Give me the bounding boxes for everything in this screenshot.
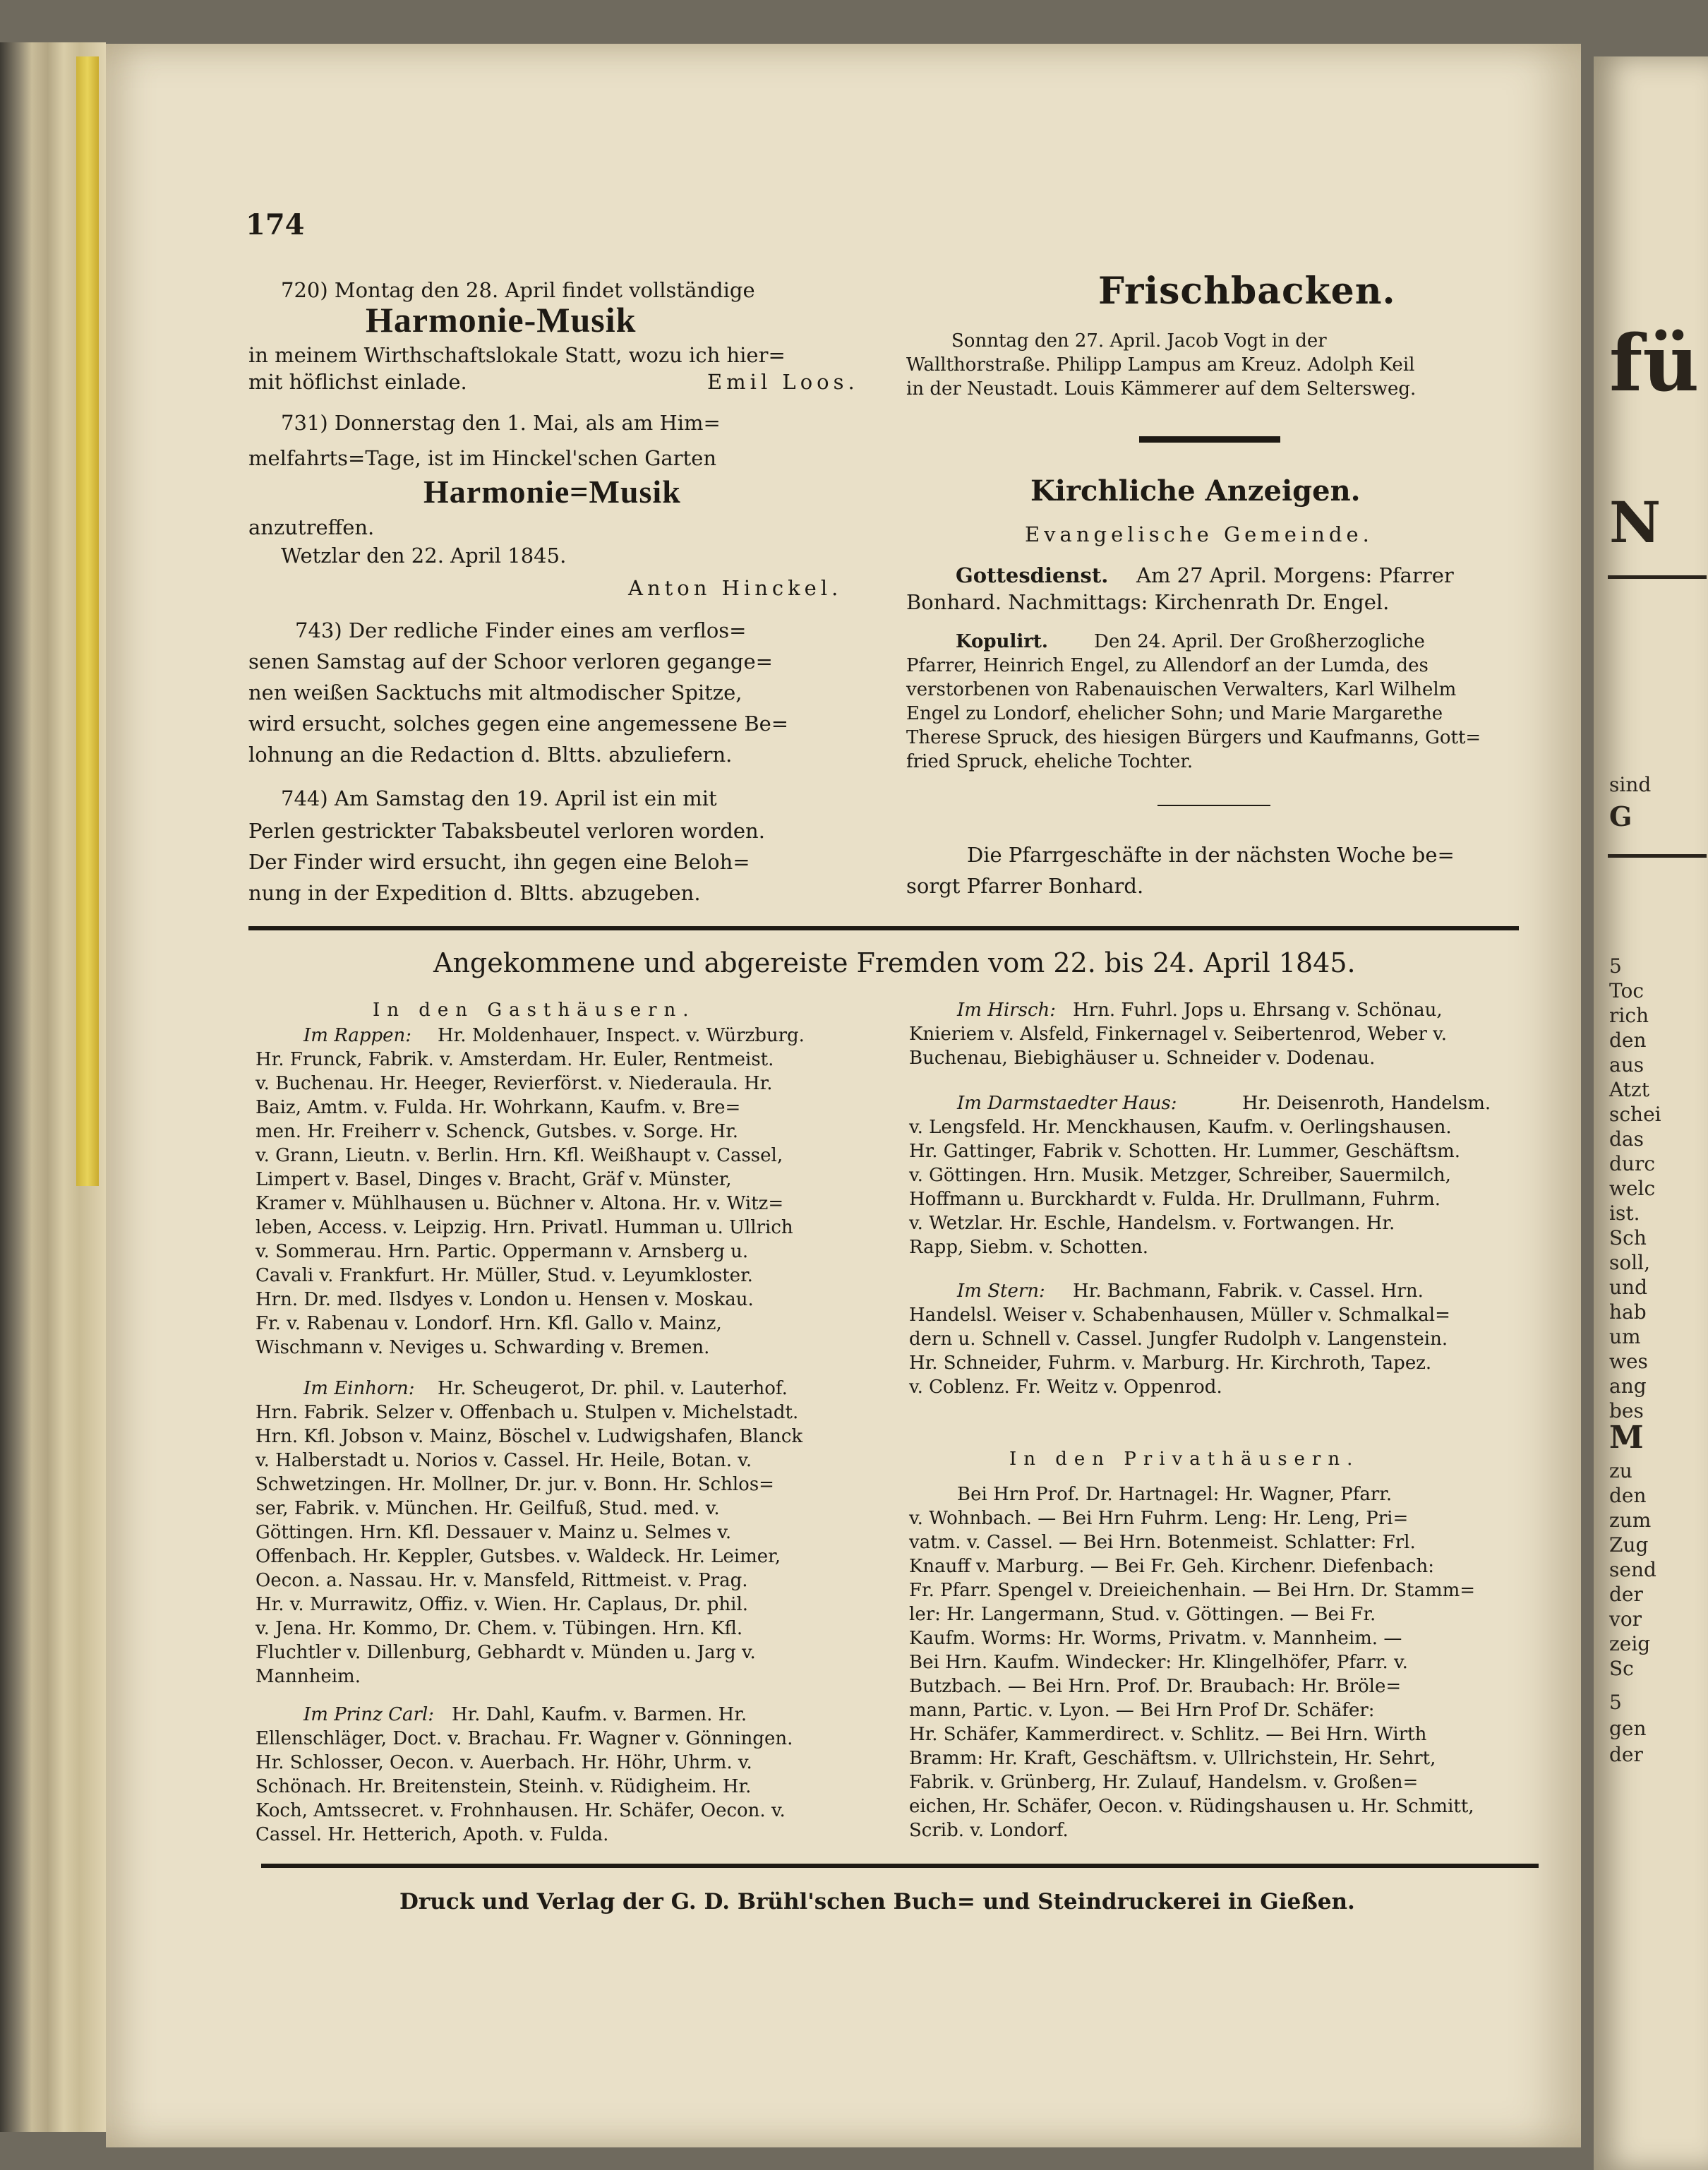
section-divider xyxy=(1157,805,1270,806)
next-page-fragment: Sc xyxy=(1609,1657,1634,1680)
next-page-fragment: Zug xyxy=(1609,1533,1649,1557)
rappen-line: Hr. Frunck, Fabrik. v. Amsterdam. Hr. Euler, Rentmeist. xyxy=(255,1049,774,1070)
ad-744-line: Perlen gestrickter Tabaksbeutel verloren worden. xyxy=(248,819,765,843)
rappen-line: leben, Access. v. Leipzig. Hrn. Privatl. Humman u. Ullrich xyxy=(255,1217,793,1238)
einhorn-line: Offenbach. Hr. Keppler, Gutsbes. v. Waldeck. Hr. Leimer, xyxy=(255,1546,781,1567)
next-page-fragment: zu xyxy=(1609,1459,1632,1482)
darmstaedter-line: Hr. Gattinger, Fabrik v. Schotten. Hr. Lummer, Geschäftsm. xyxy=(909,1141,1461,1162)
stern-label: Im Stern: xyxy=(957,1281,1045,1302)
prinz-carl-line: Koch, Amtssecret. v. Frohnhausen. Hr. Schäfer, Oecon. v. xyxy=(255,1800,786,1821)
kopulirt-line: Pfarrer, Heinrich Engel, zu Allendorf an der Lumda, des xyxy=(906,655,1429,676)
frischbacken-line: Wallthorstraße. Philipp Lampus am Kreuz. Adolph Keil xyxy=(906,354,1415,376)
prinz-carl-line: Cassel. Hr. Hetterich, Apoth. v. Fulda. xyxy=(255,1824,609,1845)
darmstaedter-line: v. Göttingen. Hrn. Musik. Metzger, Schreiber, Sauermilch, xyxy=(909,1165,1451,1186)
imprint-footer: Druck und Verlag der G. D. Brühl'schen Buch= und Steindruckerei in Gießen. xyxy=(399,1889,1355,1914)
einhorn-line: ser, Fabrik. v. München. Hr. Geilfuß, Stud. med. v. xyxy=(255,1498,720,1519)
einhorn-line: v. Jena. Hr. Kommo, Dr. Chem. v. Tübingen. Hrn. Kfl. xyxy=(255,1618,743,1639)
rappen-line: Cavali v. Frankfurt. Hr. Müller, Stud. v. Leyumkloster. xyxy=(255,1265,753,1286)
next-page-fragment: ist. xyxy=(1609,1201,1640,1225)
privat-line: Fabrik. v. Grünberg, Hr. Zulauf, Handelsm. v. Großen= xyxy=(909,1772,1419,1793)
einhorn-line: Hrn. Fabrik. Selzer v. Offenbach u. Stulpen v. Michelstadt. xyxy=(255,1402,799,1423)
privat-line: Bei Hrn Prof. Dr. Hartnagel: Hr. Wagner, Pfarr. xyxy=(957,1484,1393,1505)
kopulirt-line: Den 24. April. Der Großherzogliche xyxy=(1094,631,1425,652)
privat-line: Kaufm. Worms: Hr. Worms, Privatm. v. Mannheim. — xyxy=(909,1628,1402,1649)
privat-line: mann, Partic. v. Lyon. — Bei Hrn Prof Dr. Schäfer: xyxy=(909,1700,1375,1721)
darmstaedter-line: Hoffmann u. Burckhardt v. Fulda. Hr. Drullmann, Fuhrm. xyxy=(909,1189,1441,1210)
kopulirt-line: Engel zu Londorf, ehelicher Sohn; und Marie Margarethe xyxy=(906,703,1443,724)
ad-743-line: nen weißen Sacktuchs mit altmodischer Spitze, xyxy=(248,681,742,705)
next-page-fragment: vor xyxy=(1609,1607,1642,1631)
rappen-line: men. Hr. Freiherr v. Schenck, Gutsbes. v. Sorge. Hr. xyxy=(255,1121,739,1142)
hirsch-line: Buchenau, Biebighäuser u. Schneider v. Dodenau. xyxy=(909,1048,1376,1069)
hirsch-label: Im Hirsch: xyxy=(957,1000,1057,1021)
next-page-fragment: welc xyxy=(1609,1177,1656,1200)
next-page-fragment: sind xyxy=(1609,773,1652,796)
ad-731-line: Wetzlar den 22. April 1845. xyxy=(281,544,567,568)
ad-731-signature: Anton Hinckel. xyxy=(628,576,843,600)
next-page-fragment: N xyxy=(1609,489,1661,556)
darmstaedter-line: v. Lengsfeld. Hr. Menckhausen, Kaufm. v. Oerlingshausen. xyxy=(909,1117,1452,1138)
ad-720-line: mit höflichst einlade. xyxy=(248,370,467,394)
einhorn-line: Mannheim. xyxy=(255,1666,361,1687)
next-page-margin xyxy=(1594,56,1708,2170)
hirsch-line: Knieriem v. Alsfeld, Finkernagel v. Seibertenrod, Weber v. xyxy=(909,1024,1448,1045)
ad-744-line: Der Finder wird ersucht, ihn gegen eine Beloh= xyxy=(248,850,750,874)
next-page-fragment: G xyxy=(1609,801,1632,832)
kopulirt-label: Kopulirt. xyxy=(956,631,1048,652)
rappen-line: Fr. v. Rabenau v. Londorf. Hrn. Kfl. Gallo v. Mainz, xyxy=(255,1313,722,1334)
gottesdienst-label: Gottesdienst. xyxy=(956,563,1109,587)
next-page-fragment: der xyxy=(1609,1743,1643,1766)
next-page-fragment: gen xyxy=(1609,1717,1647,1740)
next-page-fragment: wes xyxy=(1609,1350,1648,1373)
darmstaedter-line: Hr. Deisenroth, Handelsm. xyxy=(1242,1093,1491,1114)
rappen-line: Wischmann v. Neviges u. Schwarding v. Bremen. xyxy=(255,1337,710,1358)
einhorn-line: Schwetzingen. Hr. Mollner, Dr. jur. v. Bonn. Hr. Schlos= xyxy=(255,1474,774,1495)
main-divider xyxy=(248,926,1519,930)
gasthaeuser-heading: In den Gasthäusern. xyxy=(373,1000,696,1021)
frischbacken-line: Sonntag den 27. April. Jacob Vogt in der xyxy=(951,330,1327,352)
footer-divider xyxy=(261,1864,1539,1868)
einhorn-line: Hr. v. Murrawitz, Offiz. v. Wien. Hr. Caplaus, Dr. phil. xyxy=(255,1594,749,1615)
ad-743-line: 743) Der redliche Finder eines am verflos= xyxy=(295,618,747,642)
next-page-fragment: hab xyxy=(1609,1300,1647,1324)
next-page-fragment: fü xyxy=(1609,318,1700,409)
fremden-title: Angekommene und abgereiste Fremden vom 22. bis 24. April 1845. xyxy=(433,947,1356,978)
privat-line: Knauff v. Marburg. — Bei Fr. Geh. Kirchenr. Diefenbach: xyxy=(909,1556,1434,1577)
next-page-fragment: ang xyxy=(1609,1374,1647,1398)
privat-line: eichen, Hr. Schäfer, Oecon. v. Rüdingshausen u. Hr. Schmitt, xyxy=(909,1796,1474,1817)
next-page-fragment: 5 xyxy=(1609,1691,1622,1714)
einhorn-line: Hr. Scheugerot, Dr. phil. v. Lauterhof. xyxy=(438,1378,788,1399)
next-page-fragment: 5 xyxy=(1609,954,1622,978)
prinz-carl-line: Hr. Schlosser, Oecon. v. Auerbach. Hr. Höhr, Uhrm. v. xyxy=(255,1752,752,1773)
einhorn-label: Im Einhorn: xyxy=(303,1378,415,1399)
prinz-carl-line: Hr. Dahl, Kaufm. v. Barmen. Hr. xyxy=(452,1704,747,1725)
frischbacken-title: Frischbacken. xyxy=(1098,270,1396,313)
next-page-fragment: bes xyxy=(1609,1399,1644,1422)
ad-720-line: in meinem Wirthschaftslokale Statt, wozu ich hier= xyxy=(248,343,786,367)
darmstaedter-line: v. Wetzlar. Hr. Eschle, Handelsm. v. Fortwangen. Hr. xyxy=(909,1213,1395,1234)
frischbacken-line: in der Neustadt. Louis Kämmerer auf dem Seltersweg. xyxy=(906,378,1417,400)
next-page-fragment: zum xyxy=(1609,1509,1652,1532)
gottesdienst-line: Bonhard. Nachmittags: Kirchenrath Dr. Engel. xyxy=(906,590,1390,614)
next-page-fragment: aus xyxy=(1609,1053,1644,1077)
einhorn-line: v. Halberstadt u. Norios v. Cassel. Hr. Heile, Botan. v. xyxy=(255,1450,752,1471)
einhorn-line: Oecon. a. Nassau. Hr. v. Mansfeld, Rittmeist. v. Prag. xyxy=(255,1570,748,1591)
stern-line: Handelsl. Weiser v. Schabenhausen, Müller v. Schmalkal= xyxy=(909,1305,1450,1326)
page-number: 174 xyxy=(246,208,305,241)
rappen-line: v. Grann, Lieutn. v. Berlin. Hrn. Kfl. Weißhaupt v. Cassel, xyxy=(255,1145,783,1166)
next-page-fragment: rich xyxy=(1609,1004,1649,1027)
einhorn-line: Hrn. Kfl. Jobson v. Mainz, Böschel v. Ludwigshafen, Blanck xyxy=(255,1426,803,1447)
kirchliche-subtitle: Evangelische Gemeinde. xyxy=(1025,522,1373,546)
einhorn-line: Göttingen. Hrn. Kfl. Dessauer v. Mainz u. Selmes v. xyxy=(255,1522,732,1543)
darmstaedter-line: Rapp, Siebm. v. Schotten. xyxy=(909,1237,1149,1258)
next-page-fragment: Sch xyxy=(1609,1226,1647,1249)
next-page-fragment: den xyxy=(1609,1484,1647,1507)
next-page-fragment: um xyxy=(1609,1325,1641,1348)
next-page-fragment: das xyxy=(1609,1127,1644,1151)
privat-line: v. Wohnbach. — Bei Hrn Fuhrm. Leng: Hr. Leng, Pri= xyxy=(909,1508,1409,1529)
next-page-fragment: Toc xyxy=(1609,979,1644,1002)
ad-731-line: melfahrts=Tage, ist im Hinckel'schen Garten xyxy=(248,446,717,470)
next-page-fragment: durc xyxy=(1609,1152,1656,1175)
privat-line: Butzbach. — Bei Hrn. Prof. Dr. Braubach: Hr. Bröle= xyxy=(909,1676,1402,1697)
ad-720-line: 720) Montag den 28. April findet vollständige xyxy=(281,278,755,302)
einhorn-line: Fluchtler v. Dillenburg, Gebhardt v. Münden u. Jarg v. xyxy=(255,1642,756,1663)
ad-720-signature: Emil Loos. xyxy=(707,370,859,394)
ad-743-line: senen Samstag auf der Schoor verloren gegange= xyxy=(248,649,773,673)
pfarr-line: Die Pfarrgeschäfte in der nächsten Woche be= xyxy=(967,843,1455,867)
privat-line: ler: Hr. Langermann, Stud. v. Göttingen. — Bei Fr. xyxy=(909,1604,1376,1625)
next-page-fragment: zeig xyxy=(1609,1632,1651,1655)
ad-743-line: wird ersucht, solches gegen eine angemessene Be= xyxy=(248,712,789,736)
stern-line: Hr. Schneider, Fuhrm. v. Marburg. Hr. Kirchroth, Tapez. xyxy=(909,1353,1432,1374)
ad-744-line: 744) Am Samstag den 19. April ist ein mit xyxy=(281,786,717,810)
ad-743-line: lohnung an die Redaction d. Bltts. abzuliefern. xyxy=(248,743,733,767)
hirsch-line: Hrn. Fuhrl. Jops u. Ehrsang v. Schönau, xyxy=(1073,1000,1443,1021)
ad-720-title: Harmonie-Musik xyxy=(366,300,637,340)
privat-line: Hr. Schäfer, Kammerdirect. v. Schlitz. — Bei Hrn. Wirth xyxy=(909,1724,1427,1745)
rappen-line: Limpert v. Basel, Dinges v. Bracht, Gräf v. Münster, xyxy=(255,1169,732,1190)
kirchliche-title: Kirchliche Anzeigen. xyxy=(1030,474,1361,508)
book-bookmark-edge xyxy=(76,56,99,1186)
next-page-fragment: der xyxy=(1609,1583,1643,1606)
stern-line: dern u. Schnell v. Cassel. Jungfer Rudolph v. Langenstein. xyxy=(909,1329,1448,1350)
next-page-fragment: schei xyxy=(1609,1103,1661,1126)
privat-line: Scrib. v. Londorf. xyxy=(909,1820,1069,1841)
ad-731-line: anzutreffen. xyxy=(248,515,375,539)
rappen-line: Hr. Moldenhauer, Inspect. v. Würzburg. xyxy=(438,1025,805,1046)
next-page-fragment: den xyxy=(1609,1029,1647,1052)
next-page-fragment: Atzt xyxy=(1609,1078,1649,1101)
next-page-fragment: M xyxy=(1609,1420,1644,1456)
rappen-line: Kramer v. Mühlhausen u. Büchner v. Altona. Hr. v. Witz= xyxy=(255,1193,784,1214)
next-page-fragment: send xyxy=(1609,1558,1656,1581)
privat-line: vatm. v. Cassel. — Bei Hrn. Botenmeist. Schlatter: Frl. xyxy=(909,1532,1416,1553)
privathaeuser-heading: In den Privathäusern. xyxy=(1009,1449,1360,1470)
privat-line: Bramm: Hr. Kraft, Geschäftsm. v. Ullrichstein, Hr. Sehrt, xyxy=(909,1748,1436,1769)
rappen-line: v. Sommerau. Hrn. Partic. Oppermann v. Arnsberg u. xyxy=(255,1241,749,1262)
prinz-carl-line: Ellenschläger, Doct. v. Brachau. Fr. Wagner v. Gönningen. xyxy=(255,1728,793,1749)
next-page-fragment: und xyxy=(1609,1276,1647,1299)
kopulirt-line: Therese Spruck, des hiesigen Bürgers und Kaufmanns, Gott= xyxy=(906,727,1481,748)
prinz-carl-label: Im Prinz Carl: xyxy=(303,1704,435,1725)
rappen-line: v. Buchenau. Hr. Heeger, Revierförst. v. Niederaula. Hr. xyxy=(255,1073,773,1094)
privat-line: Bei Hrn. Kaufm. Windecker: Hr. Klingelhöfer, Pfarr. v. xyxy=(909,1652,1408,1673)
ad-731-line: 731) Donnerstag den 1. Mai, als am Him= xyxy=(281,411,721,435)
prinz-carl-line: Schönach. Hr. Breitenstein, Steinh. v. Rüdigheim. Hr. xyxy=(255,1776,752,1797)
kopulirt-line: fried Spruck, eheliche Tochter. xyxy=(906,751,1193,772)
pfarr-line: sorgt Pfarrer Bonhard. xyxy=(906,874,1144,898)
privat-line: Fr. Pfarr. Spengel v. Dreieichenhain. — Bei Hrn. Dr. Stamm= xyxy=(909,1580,1476,1601)
darmstaedter-label: Im Darmstaedter Haus: xyxy=(957,1093,1177,1114)
rappen-line: Baiz, Amtm. v. Fulda. Hr. Wohrkann, Kaufm. v. Bre= xyxy=(255,1097,741,1118)
gottesdienst-line: Am 27 April. Morgens: Pfarrer xyxy=(1136,563,1454,587)
stern-line: Hr. Bachmann, Fabrik. v. Cassel. Hrn. xyxy=(1073,1281,1424,1302)
kopulirt-line: verstorbenen von Rabenauischen Verwalters, Karl Wilhelm xyxy=(906,679,1457,700)
ad-731-title: Harmonie=Musik xyxy=(423,474,681,510)
section-divider xyxy=(1139,436,1280,443)
stern-line: v. Coblenz. Fr. Weitz v. Oppenrod. xyxy=(909,1377,1222,1398)
rappen-label: Im Rappen: xyxy=(303,1025,412,1046)
ad-744-line: nung in der Expedition d. Bltts. abzugeben. xyxy=(248,881,701,905)
next-page-fragment: soll, xyxy=(1609,1251,1651,1274)
rappen-line: Hrn. Dr. med. Ilsdyes v. London u. Hensen v. Moskau. xyxy=(255,1289,754,1310)
